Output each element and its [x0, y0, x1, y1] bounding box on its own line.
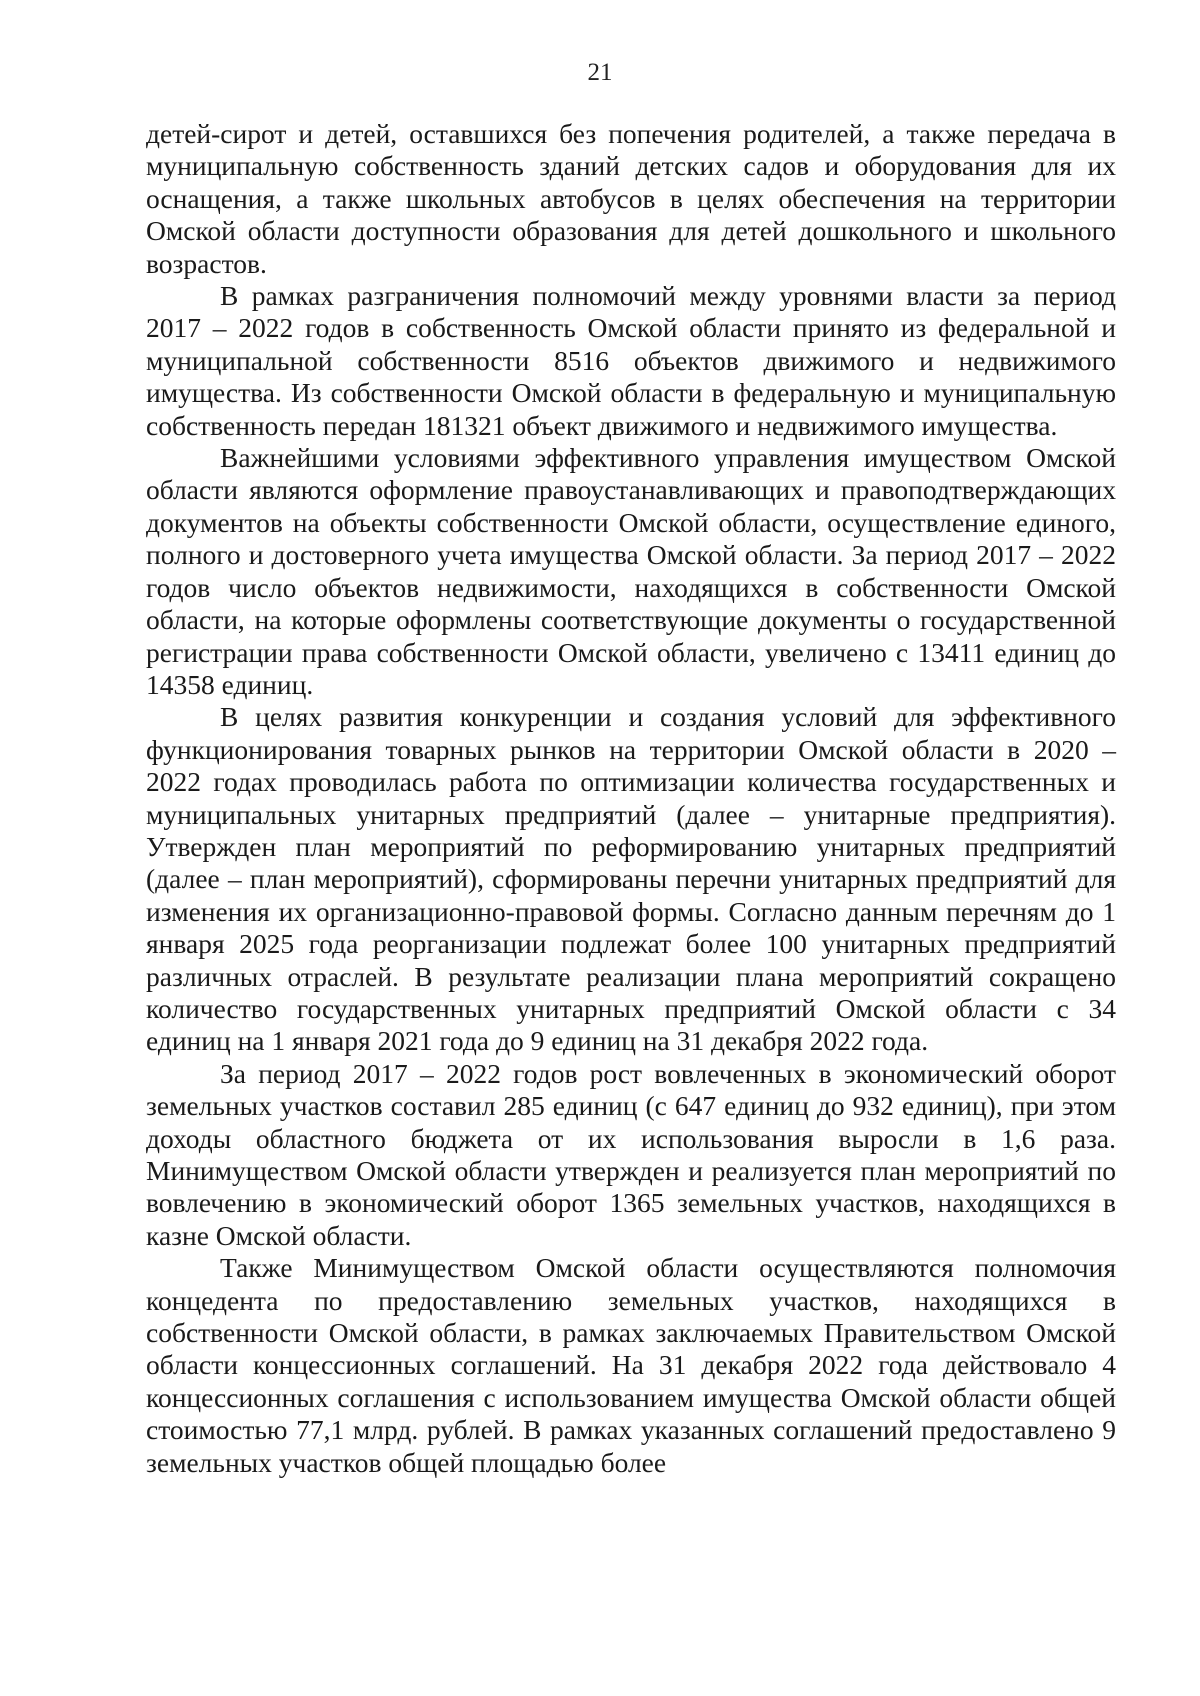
paragraph-land-plots: За период 2017 – 2022 годов рост вовлеченных в экономический оборот земельных участков составил 285 единиц (с 647 единиц до 932 единиц), при этом доходы областного бюджета от их использования выросли в 1,6 раза. Минимуществом Омской области утвержден и реализуется план мероприятий по вовлечению в экономический оборот 1365 земельных участков, находящихся в казне Омской области. — [146, 1057, 1116, 1251]
paragraph-concession-agreements: Также Минимуществом Омской области осуществляются полномочия концедента по предоставлению земельных участков, находящихся в собственности Омской области, в рамках заключаемых Правительством Омской области концессионных соглашений. На 31 декабря 2022 года действовало 4 концессионных соглашения с использованием имущества Омской области общей стоимостью 77,1 млрд. рублей. В рамках указанных соглашений предоставлено 9 земельных участков общей площадью более — [146, 1252, 1116, 1478]
document-body — [146, 118, 1116, 1479]
paragraph-unitary-enterprises: В целях развития конкуренции и создания условий для эффективного функционирования товарных рынков на территории Омской области в 2020 – 2022 годах проводилась работа по оптимизации количества государственных и муниципальных унитарных предприятий (далее – унитарные предприятия). Утвержден план мероприятий по реформированию унитарных предприятий (далее – план мероприятий), сформированы перечни унитарных предприятий для изменения их организационно-правовой формы. Согласно данным перечням до 1 января 2025 года реорганизации подлежат более 100 унитарных предприятий различных отраслей. В результате реализации плана мероприятий сокращено количество государственных унитарных предприятий Омской области с 34 единиц на 1 января 2021 года до 9 единиц на 31 декабря 2022 года. — [146, 701, 1116, 1057]
paragraph-continuation: детей-сирот и детей, оставшихся без попечения родителей, а также передача в муниципальную собственность зданий детских садов и оборудования для их оснащения, а также школьных автобусов в целях обеспечения на территории Омской области доступности образования для детей дошкольного и школьного возрастов. — [146, 118, 1116, 279]
paragraph-property-registration: Важнейшими условиями эффективного управления имуществом Омской области являются оформление правоустанавливающих и правоподтверждающих документов на объекты собственности Омской области, осуществление единого, полного и достоверного учета имущества Омской области. За период 2017 – 2022 годов число объектов недвижимости, находящихся в собственности Омской области, на которые оформлены соответствующие документы о государственной регистрации права собственности Омской области, увеличено с 13411 единиц до 14358 единиц. — [146, 442, 1116, 700]
page-number: 21 — [587, 59, 613, 86]
paragraph-property-transfer: В рамках разграничения полномочий между уровнями власти за период 2017 – 2022 годов в собственность Омской области принято из федеральной и муниципальной собственности 8516 объектов движимого и недвижимого имущества. Из собственности Омской области в федеральную и муниципальную собственность передан 181321 объект движимого и недвижимого имущества. — [146, 280, 1116, 441]
